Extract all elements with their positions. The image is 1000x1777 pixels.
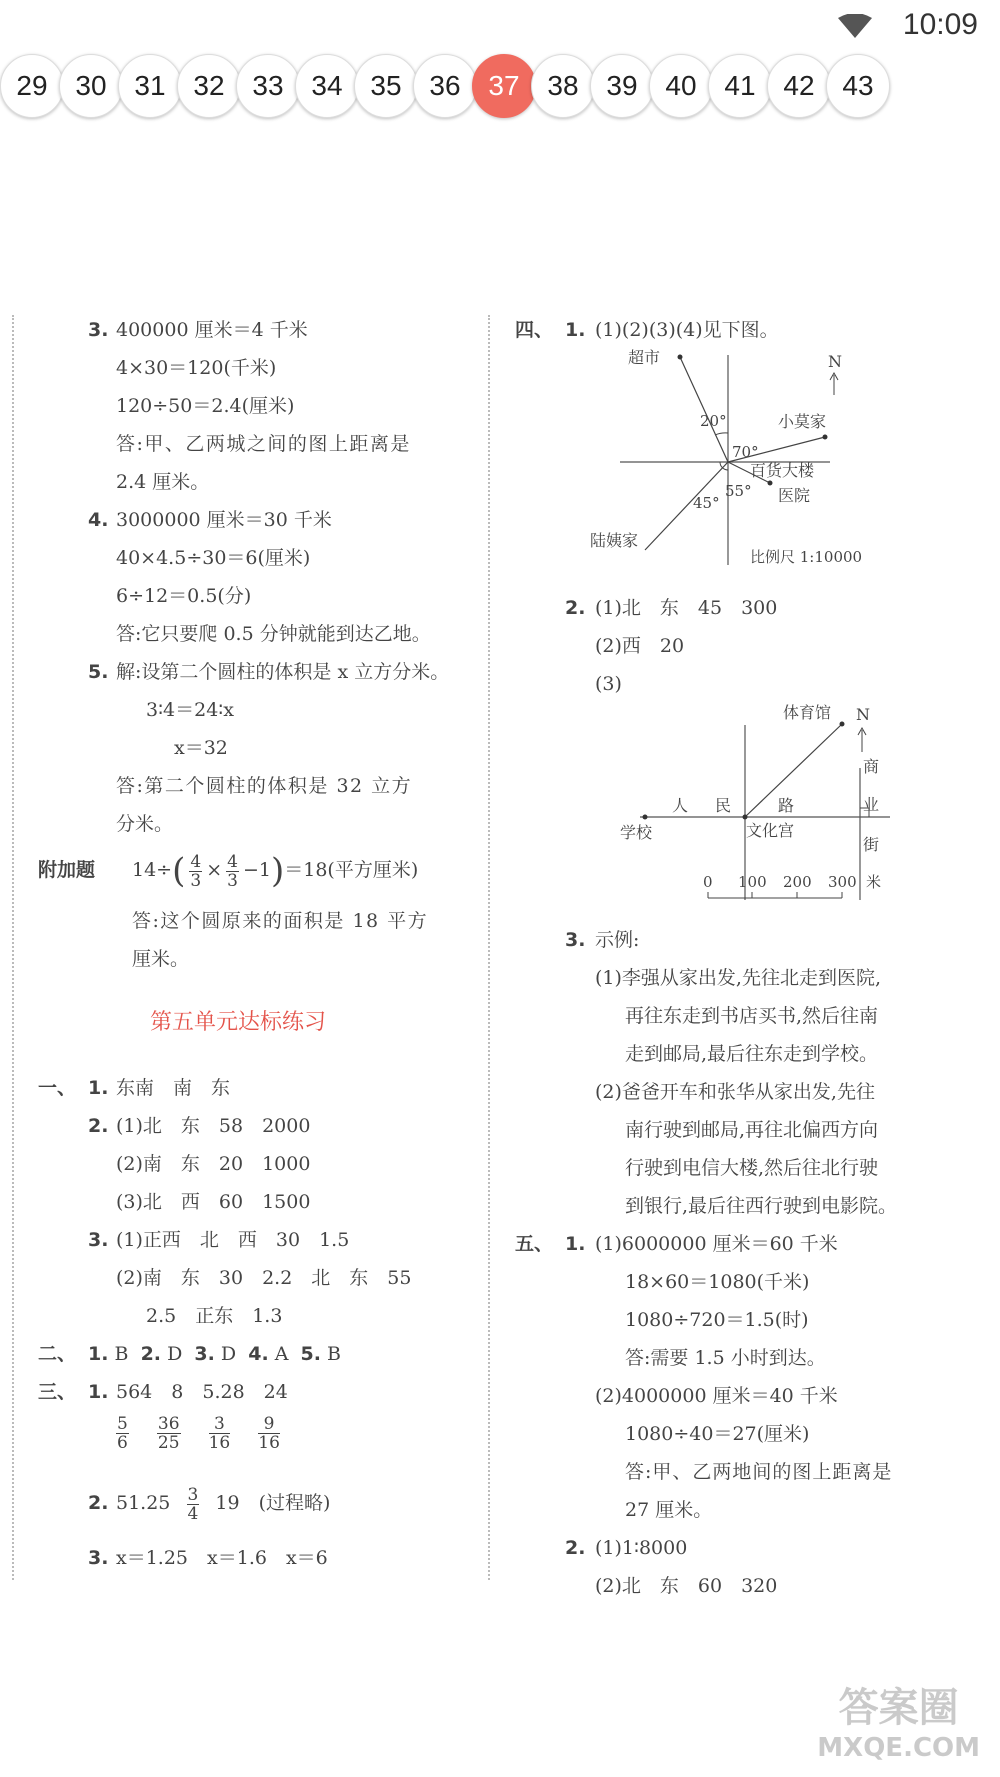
label-store: 百货大楼 [750,461,815,480]
text-line: 南行驶到邮局,再往北偏西方向 [625,1119,879,1141]
question-number: 1. [88,1343,109,1365]
point-school [643,815,648,820]
angle-label: 55° [725,482,752,500]
q2-answer [116,1475,330,1531]
text-line: 分米。 [116,813,174,835]
text-line: 答:它只要爬 0.5 分钟就能到达乙地。 [116,623,431,645]
angle-label: 70° [732,443,759,461]
text-line: 答:甲、乙两地间的图上距离是 [625,1461,893,1483]
watermark [817,1676,980,1763]
angle-arc [715,433,728,435]
page-button[interactable]: 30 [59,54,123,118]
question-number: 2. [140,1343,162,1365]
text-line: (1)北 东 58 2000 [116,1115,311,1137]
text-line: (2)爸爸开车和张华从家出发,先往 [595,1081,875,1103]
scale-unit: 米 [866,873,882,891]
text-line: (2)南 东 30 2.2 北 东 55 [116,1267,412,1289]
watermark-logo: 答案圈 [838,1685,959,1731]
question-number: 1. [565,319,586,341]
page-button[interactable]: 39 [590,54,654,118]
denominator: 3 [190,870,202,891]
point-gym [840,722,845,727]
denominator: 25 [157,1433,180,1453]
text-line: (2)西 20 [595,635,685,657]
fraction [116,1415,129,1452]
page-button[interactable]: 41 [708,54,772,118]
page-selector [0,54,1000,126]
text-line: (1)李强从家出发,先往北走到医院, [595,967,881,989]
point-hospital [768,481,773,486]
denominator: 16 [208,1433,231,1453]
point-home [823,435,828,440]
direction-map-1 [580,345,890,575]
text-line: 6÷12＝0.5(分) [116,585,252,607]
fraction [209,1415,231,1452]
text-line: 2.4 厘米。 [116,471,210,493]
text-line: (1)北 东 45 300 [595,597,778,619]
text-line: (1)正西 北 西 30 1.5 [116,1229,350,1251]
wifi-icon [838,14,872,40]
text-line: (1)1∶8000 [595,1537,688,1559]
q4-number: 4. [88,509,109,531]
fraction [258,1415,280,1452]
formula-text: 14÷ [132,859,173,881]
north-label: N [856,705,870,724]
left-margin-line [12,315,14,1580]
question-number: 5. [300,1343,321,1365]
text-line: (3) [595,673,622,695]
answer-page [0,305,1000,1597]
page-button[interactable]: 40 [649,54,713,118]
section-number: 三、 [38,1381,77,1403]
column-divider [488,315,490,1580]
text-line: (2)南 东 20 1000 [116,1153,311,1175]
text-line: 120÷50＝2.4(厘米) [116,395,295,417]
label-supermarket: 超市 [628,348,661,367]
denominator: 3 [227,870,238,891]
clock: 10:09 [902,8,978,41]
page-button[interactable]: 42 [767,54,831,118]
label-gym: 体育馆 [783,703,832,722]
text-line: (2)4000000 厘米＝40 千米 [595,1385,838,1407]
text-line: (2)北 东 60 320 [595,1575,778,1597]
question-number: 1. [88,1381,109,1403]
point-supermarket [678,355,683,360]
question-number: 4. [248,1343,269,1365]
denominator: 6 [117,1433,128,1453]
point-palace [743,815,748,820]
page-button[interactable]: 38 [531,54,595,118]
text-line: 厘米。 [132,948,190,970]
direction-map-2 [620,700,900,910]
watermark-text: MXQE.COM [817,1733,980,1763]
page-button[interactable]: 29 [0,54,64,118]
numerator: 9 [258,1415,280,1434]
question-number: 2. [88,1492,109,1514]
page-button[interactable]: 36 [413,54,477,118]
question-number: 3. [194,1343,215,1365]
text-line: 再往东走到书店买书,然后往南 [625,1005,879,1027]
text-line: 解:设第二个圆柱的体积是 x 立方分米。 [116,661,450,683]
text-line: 到银行,最后往西行驶到电影院。 [625,1195,898,1217]
extra-formula [132,842,418,899]
label-hospital: 医院 [778,486,811,505]
text-line: 示例: [595,929,640,951]
text-line: 答:甲、乙两城之间的图上距离是 [116,433,411,455]
road-char: 路 [778,796,795,815]
text-line: (1)6000000 厘米＝60 千米 [595,1233,838,1255]
answer: D [220,1343,237,1365]
text-line: 3∶4＝24∶x [146,699,234,721]
page-button[interactable]: 43 [826,54,890,118]
section-number: 一、 [38,1077,77,1099]
text-line: 答:这个圆原来的面积是 18 平方 [132,910,429,932]
scale-label: 100 [738,873,767,891]
scale-label: 300 [828,873,857,891]
text-line: 3000000 厘米＝30 千米 [116,509,332,531]
north-label: N [828,352,842,371]
text-line: 4×30＝120(千米) [116,357,277,379]
text-line: 40×4.5÷30＝6(厘米) [116,547,311,569]
street-char: 街 [863,835,880,854]
answer: B [327,1343,342,1365]
fraction-row [112,1415,284,1452]
text-line: 走到邮局,最后往东走到学校。 [625,1043,879,1065]
text-line: 400000 厘米＝4 千米 [116,319,308,341]
fraction [187,1486,200,1523]
section-number: 五、 [515,1233,554,1255]
fraction [226,853,239,890]
label-school: 学校 [620,823,653,842]
paren-left: ( [172,851,186,891]
numerator: 4 [190,851,202,872]
road-char: 人 [672,796,689,815]
numerator: 5 [117,1414,128,1434]
answer: 19 (过程略) [215,1492,331,1514]
scale-label: 0 [703,873,713,891]
fraction [157,1415,181,1452]
unit-title: 第五单元达标练习 [150,1010,327,1035]
page-button[interactable]: 34 [295,54,359,118]
page-button-active[interactable]: 37 [472,54,536,118]
label-home: 小莫家 [778,412,827,431]
formula-text: × [206,859,223,881]
numerator: 4 [227,851,238,872]
text-line: 564 8 5.28 24 [116,1381,288,1403]
text-line: 答:第二个圆柱的体积是 32 立方 [116,775,413,797]
extra-question-label: 附加题 [38,859,96,881]
text-line: 2.5 正东 1.3 [146,1305,283,1327]
street-char: 商 [863,757,880,776]
text-line: 27 厘米。 [625,1499,713,1521]
answer: B [114,1343,129,1365]
angle-label: 45° [693,494,720,512]
scale-label: 比例尺 1:10000 [750,548,863,566]
text-line: 1080÷40＝27(厘米) [625,1423,810,1445]
text-line: (1)(2)(3)(4)见下图。 [595,319,779,341]
q5-number: 5. [88,661,109,683]
numerator: 3 [187,1484,199,1505]
section-number: 二、 [38,1343,77,1365]
question-number: 2. [565,1537,586,1559]
choice-answers [88,1341,341,1367]
formula-text: ＝18(平方厘米) [284,859,419,881]
question-number: 2. [88,1115,109,1137]
formula-text: −1 [242,859,271,881]
page-button[interactable]: 31 [118,54,182,118]
page-button[interactable]: 32 [177,54,241,118]
q3-number: 3. [88,319,109,341]
street-char: 业 [863,795,880,814]
question-number: 1. [88,1077,109,1099]
text-line: (3)北 西 60 1500 [116,1191,311,1213]
angle-label: 20° [700,412,727,430]
road-char: 民 [715,796,732,815]
page-button[interactable]: 35 [354,54,418,118]
scale-label: 200 [783,873,812,891]
status-bar [0,0,1000,52]
text-line: 行驶到电信大楼,然后往北行驶 [625,1157,879,1179]
question-number: 3. [88,1547,109,1569]
route-supermarket [680,357,728,462]
label-palace: 文化宫 [746,821,795,840]
text-line: 答:需要 1.5 小时到达。 [625,1347,826,1369]
paren-right: ) [270,851,285,891]
label-grandma: 陆姨家 [590,531,639,550]
section-number: 四、 [515,319,554,341]
text-line: 1080÷720＝1.5(时) [625,1309,809,1331]
text-line: 18×60＝1080(千米) [625,1271,810,1293]
question-number: 2. [565,597,586,619]
question-number: 1. [565,1233,586,1255]
denominator: 4 [187,1503,199,1524]
answer: 51.25 [116,1492,171,1514]
answer: A [274,1343,289,1365]
question-number: 3. [565,929,586,951]
answer: D [167,1343,183,1365]
text-line: x＝32 [174,737,228,759]
numerator: 3 [209,1415,231,1434]
numerator: 36 [157,1414,180,1434]
page-button[interactable]: 33 [236,54,300,118]
fraction [189,853,202,890]
text-line: x＝1.25 x＝1.6 x＝6 [116,1547,328,1569]
text-line: 东南 南 东 [116,1077,231,1099]
question-number: 3. [88,1229,109,1251]
denominator: 16 [258,1433,280,1453]
